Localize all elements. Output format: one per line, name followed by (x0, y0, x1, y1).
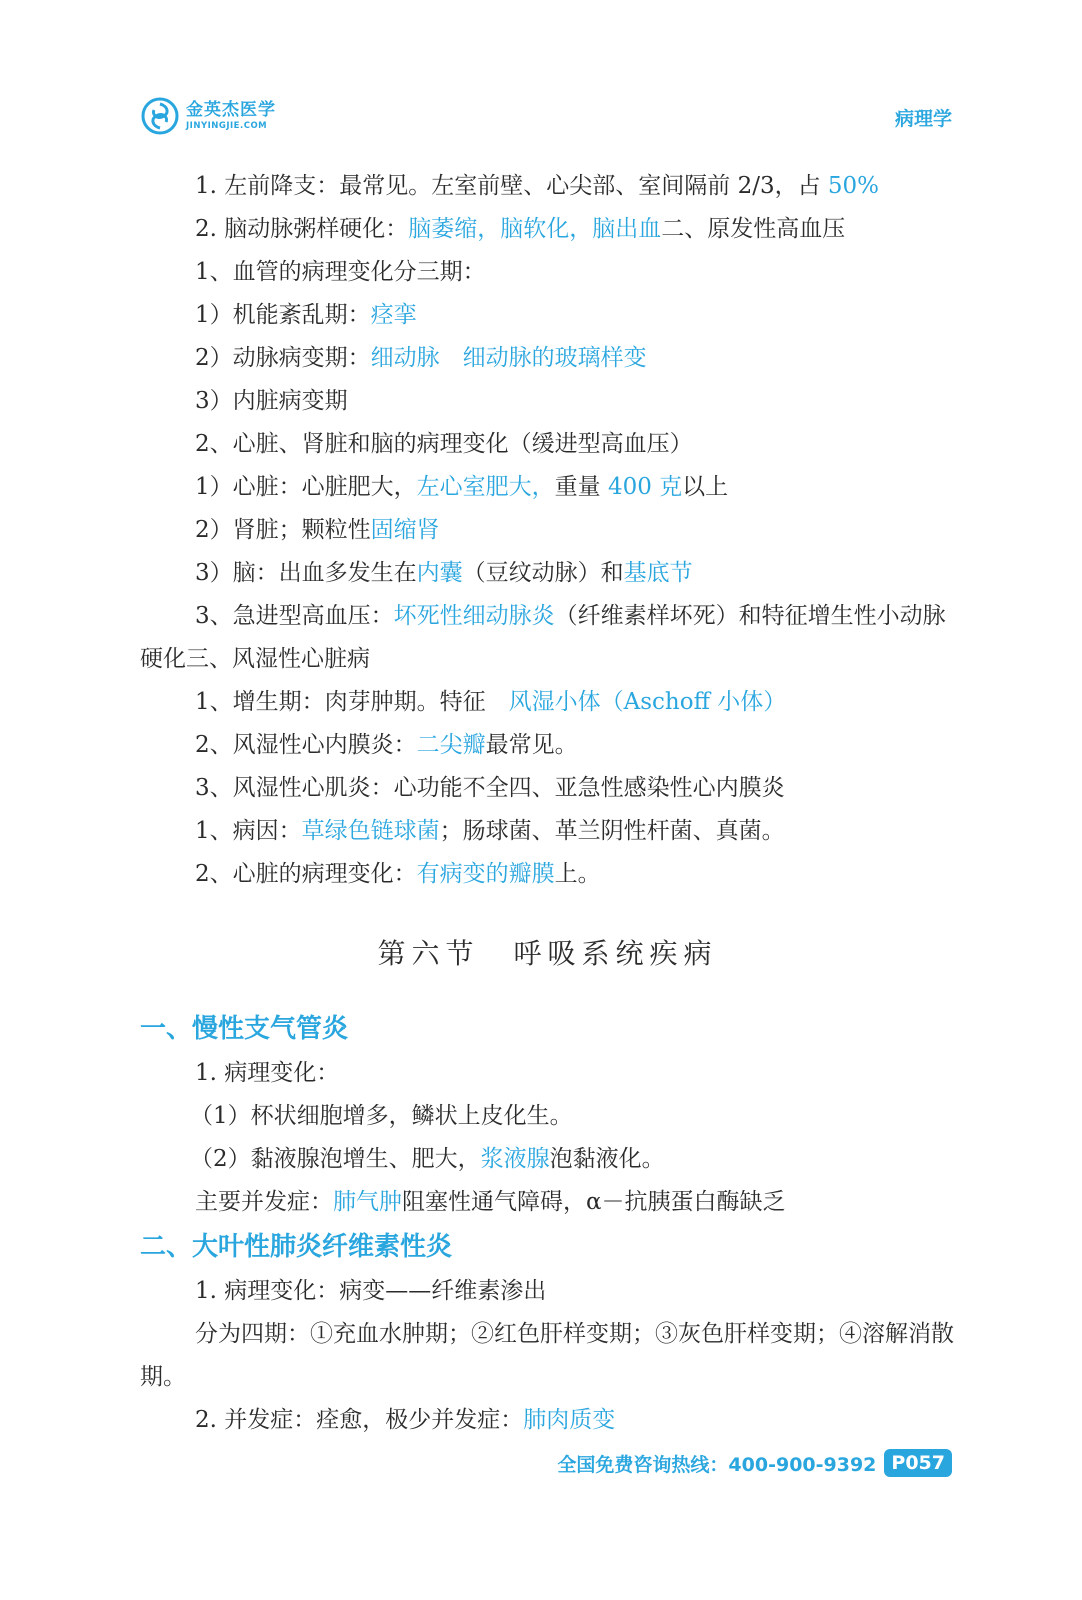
text-segment: 1. 病理变化： (195, 1060, 340, 1086)
highlighted-term: 草绿色链球菌 (301, 818, 440, 844)
hotline: 全国免费咨询热线：400-900-9392 (557, 1453, 877, 1476)
page-footer (557, 1449, 952, 1477)
text-line (140, 208, 955, 251)
text-segment: 2、风湿性心内膜炎： (195, 732, 417, 758)
text-block-bronchitis (140, 1052, 955, 1224)
highlighted-term: 固缩肾 (370, 517, 440, 543)
text-line (140, 767, 955, 810)
text-line (140, 853, 955, 896)
highlighted-term: 二尖瓣 (416, 732, 486, 758)
text-line (140, 681, 955, 724)
subhead-chronic-bronchitis: 一、慢性支气管炎 (140, 1014, 349, 1044)
page-number: P057 (884, 1449, 952, 1477)
highlighted-term: 脑萎缩，脑软化，脑出血 (408, 216, 662, 242)
highlighted-term: 50% (827, 173, 880, 199)
highlighted-term: 痉挛 (370, 302, 417, 328)
subhead-lobar-pneumonia: 二、大叶性肺炎纤维素性炎 (140, 1232, 453, 1262)
text-line (140, 1399, 955, 1442)
section-title: 第六节 呼吸系统疾病 (377, 937, 718, 970)
highlighted-term: 肺气肿 (333, 1189, 402, 1215)
highlighted-term: 有病变的瓣膜 (416, 861, 555, 887)
text-line (140, 595, 955, 681)
text-segment: 上。 (554, 861, 601, 887)
text-segment: （2）黏液腺泡增生、肥大， (190, 1146, 481, 1172)
text-line (140, 1138, 955, 1181)
text-block-hypertension (140, 165, 955, 896)
logo-icon (140, 96, 180, 136)
text-segment: 主要并发症： (195, 1189, 333, 1215)
text-line (140, 509, 955, 552)
text-segment: 3）内脏病变期 (195, 388, 348, 414)
text-segment: 3、风湿性心肌炎：心功能不全四、亚急性感染性心内膜炎 (195, 775, 785, 801)
text-segment: 最常见。 (485, 732, 578, 758)
text-segment: 重量 (554, 474, 608, 500)
logo-domain: JINYINGJIE.COM (186, 120, 268, 131)
text-line (140, 165, 955, 208)
text-line (140, 380, 955, 423)
text-segment: 1、病因： (195, 818, 302, 844)
highlighted-term: 基底节 (623, 560, 693, 586)
highlighted-term: 风湿小体（Aschoff 小体） (508, 689, 787, 715)
text-line (140, 1313, 955, 1399)
text-segment: 3）脑：出血多发生在 (195, 560, 417, 586)
text-segment: 2. 脑动脉粥样硬化： (195, 216, 409, 242)
text-line (140, 724, 955, 767)
text-segment: （纤维素样坏死）和特征增生性小动脉硬化三、风湿性心脏病 (140, 603, 946, 672)
text-segment: 1. 病理变化：病变——纤维素渗出 (195, 1278, 547, 1304)
text-segment: 泡黏液化。 (549, 1146, 665, 1172)
text-segment: 2. 并发症：痊愈，极少并发症： (195, 1407, 524, 1433)
logo (140, 96, 276, 136)
text-segment: （豆纹动脉）和 (462, 560, 624, 586)
text-line (140, 1181, 955, 1224)
text-segment: 2）肾脏；颗粒性 (195, 517, 371, 543)
text-segment: （1）杯状细胞增多，鳞状上皮化生。 (190, 1103, 573, 1129)
text-line (140, 294, 955, 337)
text-line (140, 1270, 955, 1313)
highlighted-term: 内囊 (416, 560, 463, 586)
text-segment: 2、心脏的病理变化： (195, 861, 417, 887)
text-line (140, 810, 955, 853)
text-line (140, 466, 955, 509)
text-segment: 1. 左前降支：最常见。左室前壁、心尖部、室间隔前 2/3，占 (195, 173, 828, 199)
highlighted-term: 坏死性细动脉炎 (393, 603, 555, 629)
text-segment: 1）机能紊乱期： (195, 302, 371, 328)
text-line (140, 552, 955, 595)
text-segment: 1、增生期：肉芽肿期。特征 (195, 689, 509, 715)
text-segment: 1、血管的病理变化分三期： (195, 259, 486, 285)
highlighted-term: 肺肉质变 (523, 1407, 616, 1433)
text-segment: 2、心脏、肾脏和脑的病理变化（缓进型高血压） (195, 431, 693, 457)
text-segment: 3、急进型高血压： (195, 603, 394, 629)
highlighted-term: 左心室肥大， (416, 474, 555, 500)
text-segment: ；肠球菌、革兰阴性杆菌、真菌。 (439, 818, 785, 844)
text-line (140, 423, 955, 466)
text-segment: 以上 (682, 474, 729, 500)
text-line (140, 1095, 955, 1138)
text-segment: 1）心脏：心脏肥大， (195, 474, 417, 500)
text-line (140, 251, 955, 294)
text-segment: 2）动脉病变期： (195, 345, 371, 371)
text-segment: 阻塞性通气障碍，α－抗胰蛋白酶缺乏 (402, 1189, 786, 1215)
text-line (140, 337, 955, 380)
logo-name: 金英杰医学 (186, 99, 276, 120)
highlighted-term: 细动脉 细动脉的玻璃样变 (370, 345, 647, 371)
page-content (140, 165, 955, 1442)
highlighted-term: 400 克 (607, 474, 683, 500)
text-segment: 二、原发性高血压 (661, 216, 846, 242)
text-line (140, 1052, 955, 1095)
highlighted-term: 浆液腺 (480, 1146, 550, 1172)
subject-title: 病理学 (894, 108, 952, 130)
text-segment: 分为四期：①充血水肿期；②红色肝样变期；③灰色肝样变期；④溶解消散期。 (140, 1321, 954, 1390)
text-block-pneumonia (140, 1270, 955, 1442)
page-header (140, 92, 952, 142)
